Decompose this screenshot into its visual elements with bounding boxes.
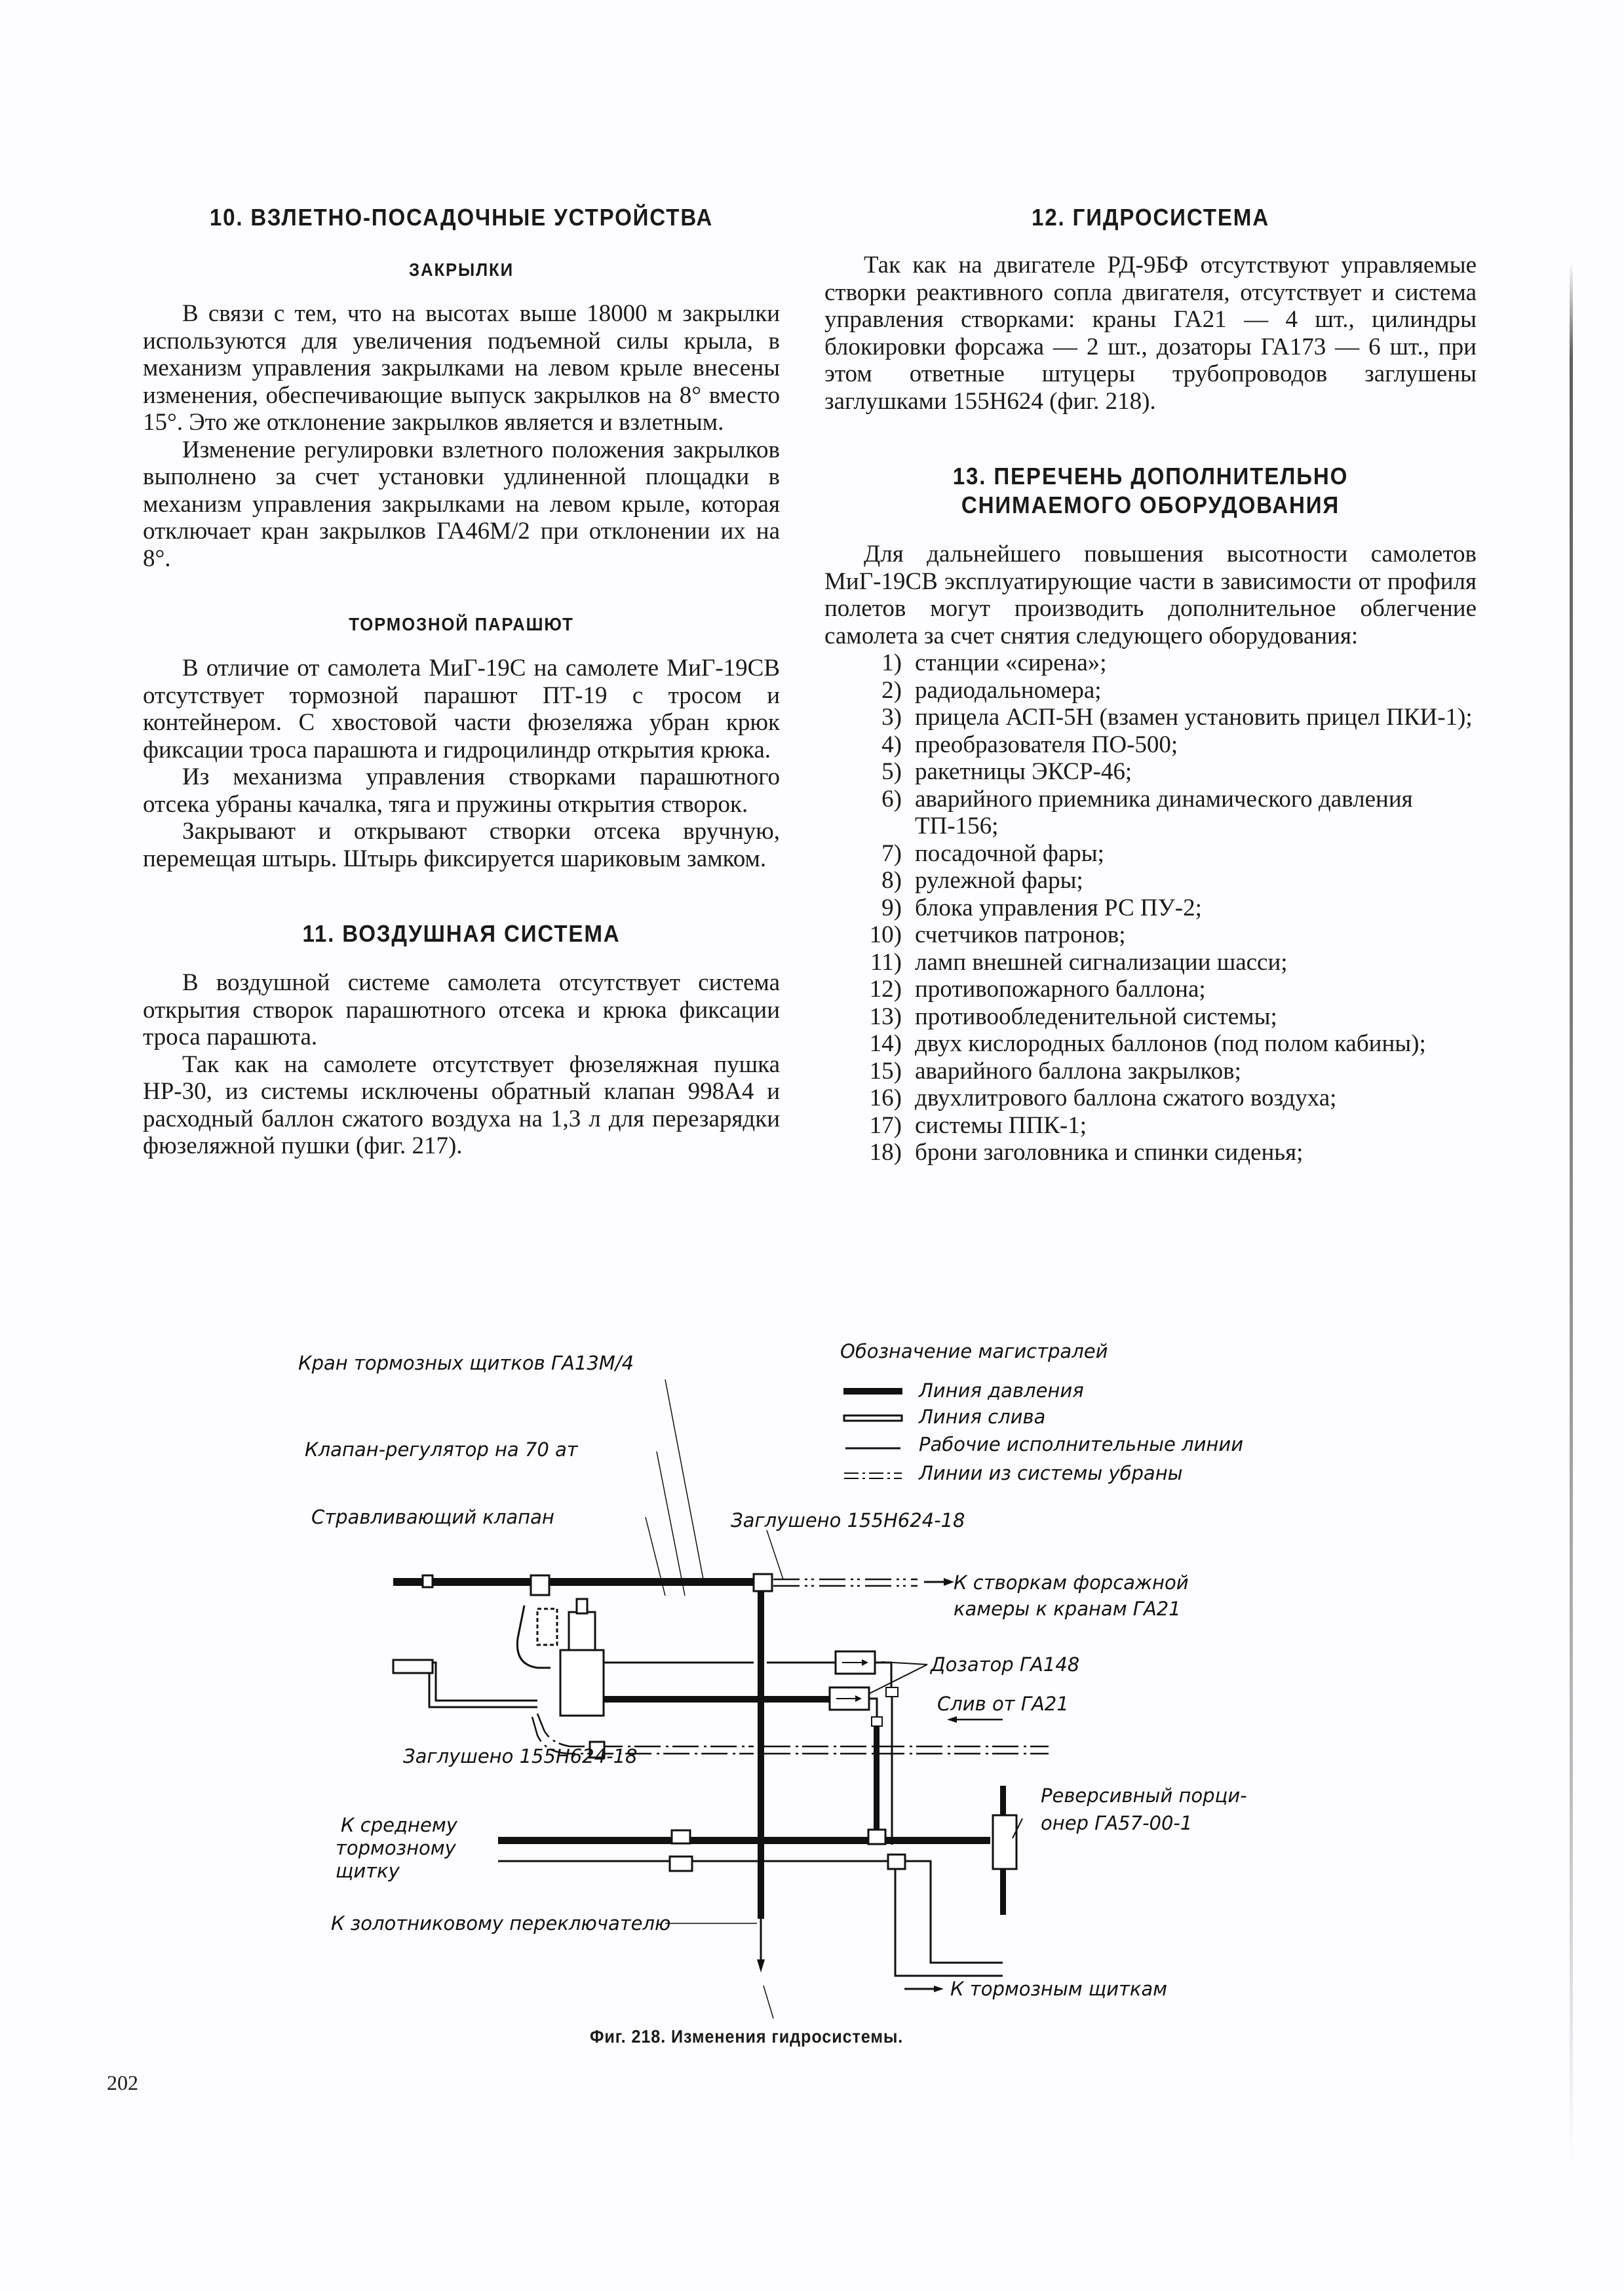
- equipment-item: [824, 1139, 1477, 1166]
- air-system-paragraph-2: Так как на самолете отсутствует фюзеляжная пушка НР-30, из системы исключены обратный клапан 998А4 и расходный баллон сжатого воздуха на 1,3 л для перезарядки фюзеляжной пушки (фиг. 217).: [143, 1050, 780, 1159]
- equipment-item: [824, 949, 1477, 976]
- equipment-item-number: 3): [881, 704, 902, 731]
- cross-fitting-upper: [672, 1830, 690, 1843]
- label-reversing-1: Реверсивный порци-: [1041, 1784, 1247, 1807]
- equipment-item-text: аварийного баллона закрылков;: [915, 1057, 1241, 1085]
- hydraulic-paragraph-1: Так как на двигателе РД-9БФ отсутствуют управляемые створки реактивного сопла двигателя, отсутствует и система управления створками: краны ГА21 — 4 шт., цилиндры блокировки форсажа — 2 шт., дозаторы ГА173 — 6 шт., при этом ответные штуцеры трубопроводов заглушены заглушками 155Н624 (фиг. 218).: [824, 252, 1477, 415]
- pressure-line-top: [393, 1578, 767, 1586]
- label-bleed-valve: Стравливающий клапан: [311, 1506, 554, 1528]
- label-plugged-top: Заглушено 155Н624-18: [731, 1509, 965, 1531]
- line-to-brake-flaps-2: [895, 1869, 1003, 1976]
- equipment-item-text: преобразователя ПО-500;: [915, 731, 1178, 758]
- cross-fitting-lower: [670, 1857, 692, 1871]
- equipment-item-number: 12): [869, 976, 902, 1003]
- regulator-valve-body: [537, 1609, 557, 1645]
- pressure-line-vertical: [758, 1591, 764, 1919]
- scan-edge-shadow: [1570, 262, 1573, 2163]
- equipment-item: [824, 786, 1477, 840]
- legend-label-removed: Линии из системы убраны: [919, 1462, 1183, 1484]
- equipment-item-number: 8): [881, 867, 902, 894]
- label-brake-flaps: К тормозным щиткам: [950, 1978, 1168, 2000]
- hydraulic-lines-svg: [0, 1324, 1624, 2031]
- legend-pressure-line: [843, 1379, 1084, 1402]
- tee-fitting-bleed: [531, 1575, 549, 1595]
- equipment-item-text: аварийного приемника динамического давления ТП-156;: [915, 785, 1413, 839]
- stray-mark: [764, 1986, 773, 2018]
- tee-fitting-right-upper: [868, 1830, 885, 1844]
- equipment-item: [824, 895, 1477, 922]
- flaps-paragraph-1: В связи с тем, что на высотах выше 18000 м закрылки используются для увеличения подъемной силы крыла, в механизм управления закрылками на левом крыле внесены изменения, обеспечивающие выпуск закрылков на 8° вместо 15°. Это же отклонение закрылков является и взлетным.: [143, 300, 780, 436]
- equipment-item-text: посадочной фары;: [915, 839, 1104, 867]
- figure-caption: Фиг. 218. Изменения гидросистемы.: [590, 2026, 904, 2047]
- equipment-item-number: 11): [870, 948, 902, 976]
- equipment-item-number: 7): [881, 839, 902, 867]
- equipment-item: [824, 1085, 1477, 1112]
- label-spool-switch: К золотниковому переключателю: [331, 1912, 671, 1935]
- legend-svg: [827, 1324, 1351, 1494]
- brake-valve-housing: [560, 1650, 604, 1716]
- inlet-elbow: [393, 1660, 433, 1673]
- air-system-paragraph-1: В воздушной системе самолета отсутствует система открытия створок парашютного отсека и крюка фиксации троса парашюта.: [143, 969, 780, 1050]
- legend-label-drain: Линия слива: [919, 1406, 1046, 1428]
- equipment-item-text: блока управления РС ПУ-2;: [915, 894, 1202, 921]
- label-dosing-unit: Дозатор ГА148: [931, 1653, 1080, 1676]
- doser-lower-outlet: [869, 1699, 877, 1717]
- legend-label-pressure: Линия давления: [919, 1379, 1084, 1402]
- proportioner-pipe-top: [1000, 1786, 1006, 1815]
- equipment-item: [824, 758, 1477, 786]
- equipment-item-text: станции «сирена»;: [915, 649, 1107, 676]
- equipment-item-number: 10): [869, 921, 902, 948]
- equipment-item: [824, 867, 1477, 895]
- equipment-item-number: 13): [869, 1003, 902, 1030]
- arrow-right-icon-2: [934, 1986, 944, 1992]
- equipment-item-text: двух кислородных баллонов (под полом кабины);: [915, 1030, 1426, 1057]
- page-number: 202: [107, 2071, 138, 2094]
- flaps-subtitle: ЗАКРЫЛКИ: [409, 260, 514, 280]
- section-12-title: 12. ГИДРОСИСТЕМА: [1032, 204, 1269, 231]
- equipment-item: [824, 1030, 1477, 1058]
- equipment-item-text: двухлитрового баллона сжатого воздуха;: [915, 1085, 1337, 1111]
- equipment-item-number: 2): [881, 676, 902, 704]
- removed-drain-line-1: [537, 1714, 754, 1746]
- leader-brake-valve: [665, 1379, 705, 1586]
- equipment-item-number: 18): [869, 1139, 902, 1166]
- label-reversing-2: онер ГА57-00-1: [1041, 1812, 1193, 1834]
- pressure-line-middle-2: [764, 1696, 830, 1703]
- equipment-item-number: 4): [881, 731, 902, 758]
- equipment-item: [824, 976, 1477, 1003]
- arrow-down-icon: [757, 1959, 765, 1973]
- equipment-item: [824, 1058, 1477, 1085]
- equipment-item: [824, 1112, 1477, 1140]
- legend-swatch-pressure: [843, 1388, 902, 1395]
- section-11-title: 11. ВОЗДУШНАЯ СИСТЕМА: [302, 920, 621, 947]
- arrow-right-icon: [944, 1578, 954, 1586]
- label-center-brake-1: К среднему: [341, 1814, 457, 1836]
- label-regulator-valve: Клапан-регулятор на 70 ат: [305, 1438, 578, 1461]
- equipment-item-number: 1): [881, 649, 902, 676]
- label-to-afterburner-2: камеры к кранам ГА21: [954, 1598, 1181, 1620]
- equipment-item-number: 16): [869, 1085, 902, 1111]
- arrow-left-icon: [947, 1716, 957, 1723]
- label-drain-from: Слив от ГА21: [937, 1693, 1069, 1715]
- brake-valve-cap: [577, 1599, 587, 1613]
- proportioner-pipe-bottom: [1000, 1869, 1006, 1915]
- parachute-paragraph-1: В отличие от самолета МиГ-19С на самолете МиГ-19СВ отсутствует тормозной парашют ПТ-19 с тросом и контейнером. С хвостовой части фюзеляжа убран крюк фиксации троса парашюта и гидроцилиндр открытия крюка.: [143, 655, 780, 763]
- label-to-afterburner-1: К створкам форсажной: [954, 1571, 1189, 1594]
- label-center-brake-2: тормозному: [336, 1837, 456, 1859]
- equipment-item-text: противопожарного баллона;: [915, 976, 1206, 1003]
- legend-working-line: [845, 1433, 1243, 1455]
- equipment-item-text: ламп внешней сигнализации шасси;: [915, 948, 1288, 976]
- section-13-title-line1: 13. ПЕРЕЧЕНЬ ДОПОЛНИТЕЛЬНО: [952, 463, 1349, 490]
- pressure-line-lower: [498, 1837, 760, 1844]
- right-column: [824, 203, 1477, 1166]
- reversing-proportioner: [993, 1815, 1016, 1869]
- section-10-title: 10. ВЗЛЕТНО-ПОСАДОЧНЫЕ УСТРОЙСТВА: [209, 204, 714, 231]
- legend-label-working: Рабочие исполнительные линии: [919, 1433, 1244, 1455]
- equipment-item-text: системы ППК-1;: [915, 1111, 1087, 1139]
- parachute-paragraph-2: Из механизма управления створками парашютного отсека убраны качалка, тяга и пружины открытия створок.: [143, 763, 780, 818]
- doser-lower-fitting: [872, 1717, 882, 1726]
- legend-removed-line: [844, 1462, 1183, 1484]
- label-center-brake-3: щитку: [336, 1860, 400, 1882]
- section-13-title-line2: СНИМАЕМОГО ОБОРУДОВАНИЯ: [961, 491, 1340, 518]
- equipment-item-text: ракетницы ЭКСР-46;: [915, 758, 1132, 785]
- equipment-item: [824, 731, 1477, 759]
- tee-fitting-top: [754, 1574, 772, 1591]
- parachute-subtitle: ТОРМОЗНОЙ ПАРАШЮТ: [349, 614, 574, 634]
- legend: [827, 1324, 1351, 1494]
- doser-lower-drop: [874, 1726, 880, 1844]
- parachute-paragraph-3: Закрывают и открывают створки отсека вручную, перемещая штырь. Штырь фиксируется шариковым замком.: [143, 818, 780, 872]
- equipment-item-number: 14): [869, 1030, 902, 1057]
- pressure-line-middle: [604, 1696, 761, 1703]
- equipment-item-number: 5): [881, 758, 902, 785]
- hydraulic-diagram-main: [0, 1324, 1624, 2031]
- label-brake-valve: Кран тормозных щитков ГА13М/4: [298, 1352, 634, 1374]
- equipment-item-text: счетчиков патронов;: [915, 921, 1126, 948]
- equipment-item-number: 17): [869, 1111, 902, 1139]
- equipment-item-text: противообледенительной системы;: [915, 1003, 1277, 1030]
- leader-regulator-valve: [657, 1452, 685, 1596]
- equipment-item: [824, 649, 1477, 677]
- line-to-brake-flaps-1: [905, 1861, 1003, 1963]
- union-fitting: [423, 1575, 433, 1587]
- flaps-paragraph-2: Изменение регулировки взлетного положения закрылков выполнено за счет установки удлиненной площадки в механизм управления закрылками на левом крыле, которая отключает кран закрылков ГА46М/2 при отклонении их на 8°.: [143, 436, 780, 572]
- equipment-item-text: радиодальномера;: [915, 676, 1102, 704]
- equipment-item-number: 9): [881, 894, 902, 921]
- legend-drain-line: [844, 1406, 1045, 1428]
- equipment-item-number: 6): [881, 785, 902, 813]
- legend-swatch-drain: [844, 1415, 902, 1421]
- tee-fitting-right-lower: [888, 1855, 905, 1869]
- equipment-item: [824, 704, 1477, 731]
- equipment-item: [824, 921, 1477, 949]
- equipment-item-text: прицела АСП-5Н (взамен установить прицел ПКИ-1);: [915, 704, 1473, 731]
- equipment-item-number: 15): [869, 1057, 902, 1085]
- left-column: [143, 203, 780, 1160]
- leader-plugged-top: [767, 1530, 783, 1579]
- legend-title: Обозначение магистралей: [840, 1340, 1108, 1362]
- equipment-item-text: рулежной фары;: [915, 867, 1083, 894]
- equipment-item-text: брони заголовника и спинки сиденья;: [915, 1139, 1304, 1166]
- label-plugged-left: Заглушено 155Н624-18: [403, 1745, 638, 1767]
- removable-equipment-list: [824, 649, 1477, 1166]
- doser-upper-fitting: [886, 1687, 898, 1697]
- equipment-item: [824, 1003, 1477, 1031]
- equipment-item: [824, 677, 1477, 704]
- equipment-item: [824, 840, 1477, 868]
- pressure-line-lower-3: [895, 1837, 990, 1844]
- equipment-intro: Для дальнейшего повышения высотности самолетов МиГ-19СВ эксплуатирующие части в зависимости от профиля полетов могут производить дополнительное облегчение самолета за счет снятия следующего оборудования:: [824, 541, 1477, 649]
